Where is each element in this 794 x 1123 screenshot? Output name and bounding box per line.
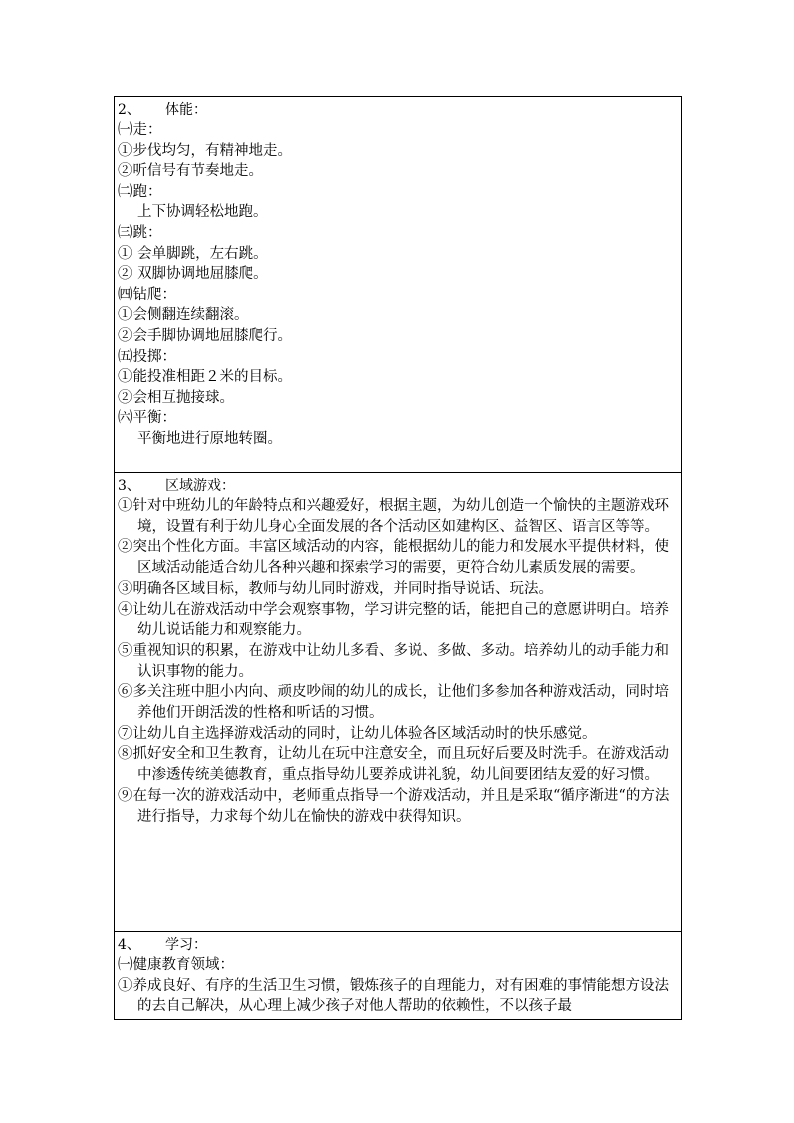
- list-item: ②会相互抛接球。: [118, 389, 234, 406]
- list-item: ②会手脚协调地屈膝爬行。: [118, 327, 292, 344]
- list-item: ㈥平衡：: [118, 410, 176, 427]
- section-title: 区域游戏：: [165, 478, 235, 494]
- list-item: ㈠健康教育领域：: [118, 957, 234, 973]
- section-number: 3、: [118, 478, 141, 494]
- paragraph: ⑦让幼儿自主选择游戏活动的同时，让幼儿体验各区域活动时的快乐感觉。: [118, 725, 597, 742]
- list-item: ㈤投掷：: [118, 348, 176, 365]
- paragraph: ⑤重视知识的积累，在游戏中让幼儿多看、多说、多做、多动。培养幼儿的动手能力和认识事物的能力。: [118, 642, 669, 680]
- paragraph: ⑧抓好安全和卫生教育，让幼儿在玩中注意安全，而且玩好后要及时洗手。在游戏活动中渗透传统美德教育，重点指导幼儿要养成讲礼貌，幼儿间要团结友爱的好习惯。: [118, 746, 669, 784]
- list-item: ㈠走：: [118, 122, 162, 138]
- paragraph: ⑥多关注班中胆小内向、顽皮吵闹的幼儿的成长，让他们多参加各种游戏活动，同时培养他们开朗活泼的性格和听话的习惯。: [118, 684, 669, 722]
- section-learning: [115, 932, 681, 1019]
- list-item: ㈢跳：: [118, 224, 162, 241]
- list-item: ② 双脚协调地屈膝爬。: [118, 266, 268, 283]
- paragraph: ①针对中班幼儿的年龄特点和兴趣爱好，根据主题，为幼儿创造一个愉快的主题游戏环境，设置有利于幼儿身心全面发展的各个活动区如建构区、益智区、语言区等等。: [118, 498, 669, 535]
- paragraph: ②突出个性化方面。丰富区域活动的内容，能根据幼儿的能力和发展水平提供材料，使区域活动能适合幼儿各种兴趣和探索学习的需要，更符合幼儿素质发展的需要。: [118, 539, 669, 577]
- section-heading: [118, 100, 678, 120]
- section-number: 4、: [118, 937, 141, 953]
- section-heading: [118, 476, 678, 496]
- paragraph: ④让幼儿在游戏活动中学会观察事物，学习讲完整的话，能把自己的意愿讲明白。培养幼儿说话能力和观察能力。: [118, 601, 669, 639]
- section-title: 学习：: [165, 937, 207, 953]
- section-number: 2、: [118, 102, 141, 118]
- section-heading: [118, 935, 678, 955]
- plan-table: [114, 96, 682, 1020]
- section-physical: [115, 97, 681, 473]
- section-area-games: [115, 473, 681, 932]
- list-item: ㈣钻爬：: [118, 286, 176, 303]
- list-item: 上下协调轻松地跑。: [137, 204, 268, 221]
- list-item: ①能投准相距２米的目标。: [118, 369, 292, 386]
- list-item: ① 会单脚跳，左右跳。: [118, 245, 268, 262]
- list-item: ①步伐均匀，有精神地走。: [118, 142, 292, 159]
- paragraph: ⑨在每一次的游戏活动中，老师重点指导一个游戏活动，并且是采取“循序渐进“的方法进行指导，力求每个幼儿在愉快的游戏中获得知识。: [118, 787, 670, 825]
- paragraph: ①养成良好、有序的生活卫生习惯，锻炼孩子的自理能力，对有困难的事情能想方设法的去自己解决，从心理上减少孩子对他人帮助的依赖性，不以孩子最: [118, 977, 669, 1015]
- list-item: ㈡跑：: [118, 183, 162, 200]
- list-item: 平衡地进行原地转圈。: [137, 430, 282, 447]
- list-item: ②听信号有节奏地走。: [118, 163, 263, 180]
- paragraph: ③明确各区域目标，教师与幼儿同时游戏，并同时指导说话、玩法。: [118, 580, 553, 597]
- list-item: ①会侧翻连续翻滚。: [118, 307, 249, 324]
- section-title: 体能：: [165, 102, 207, 118]
